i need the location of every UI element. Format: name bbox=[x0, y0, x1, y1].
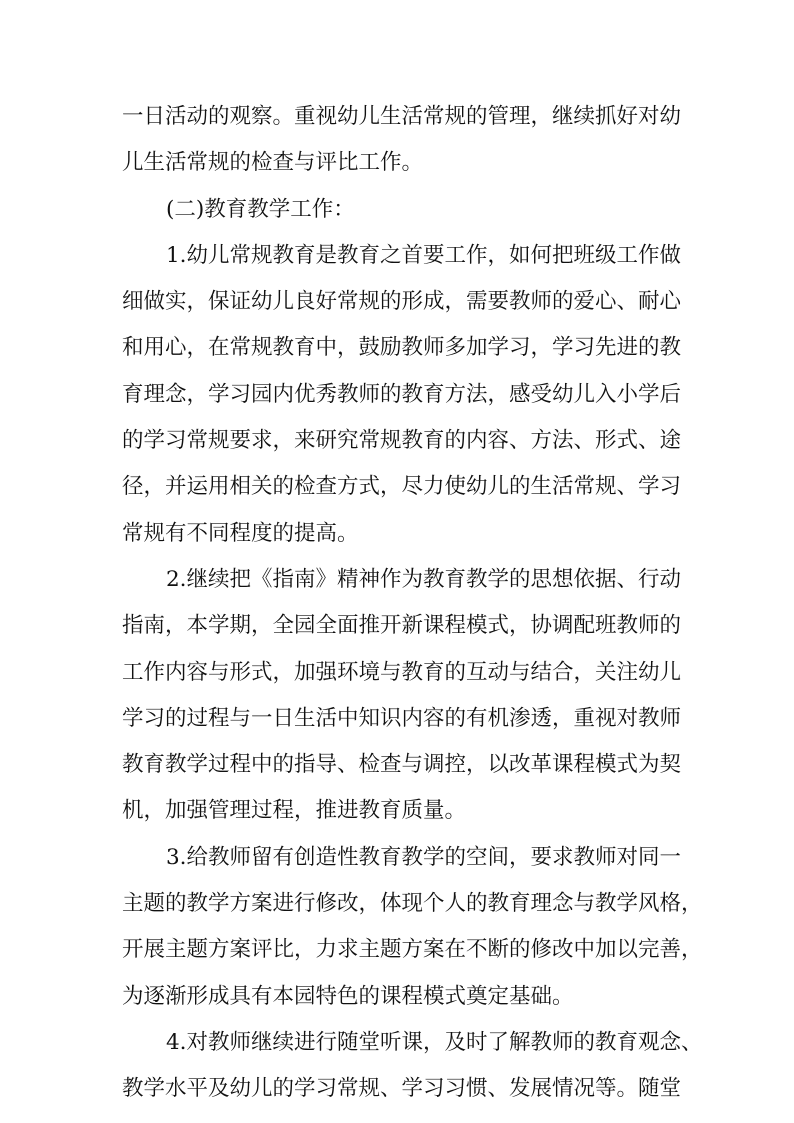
text-line: 指南，本学期，全园全面推开新课程模式，协调配班教师的 bbox=[122, 613, 682, 639]
text-line: 工作内容与形式，加强环境与教育的互动与结合，关注幼儿 bbox=[122, 659, 682, 685]
text-line: 3.给教师留有创造性教育教学的空间，要求教师对同一 bbox=[166, 844, 682, 870]
text-line: 径，并运用相关的检查方式，尽力使幼儿的生活常规、学习 bbox=[122, 474, 682, 500]
text-line: 和用心，在常规教育中，鼓励教师多加学习，学习先进的教 bbox=[122, 335, 682, 361]
text-line: 一日活动的观察。重视幼儿生活常规的管理，继续抓好对幼 bbox=[122, 104, 682, 129]
text-line: 育理念，学习园内优秀教师的教育方法，感受幼儿入小学后 bbox=[122, 381, 682, 407]
text-line: 教学水平及幼儿的学习常规、学习习惯、发展情况等。随堂 bbox=[122, 1076, 682, 1102]
text-line: 2.继续把《指南》精神作为教育教学的思想依据、行动 bbox=[166, 566, 682, 592]
text-line: 的学习常规要求，来研究常规教育的内容、方法、形式、途 bbox=[122, 428, 682, 454]
text-line: 4.对教师继续进行随堂听课，及时了解教师的教育观念、 bbox=[166, 1029, 703, 1055]
text-line: 机，加强管理过程，推进教育质量。 bbox=[122, 798, 467, 824]
document-body bbox=[122, 94, 703, 1113]
text-line: 1.幼儿常规教育是教育之首要工作，如何把班级工作做 bbox=[166, 242, 682, 268]
section-heading: (二)教育教学工作： bbox=[166, 196, 355, 222]
text-line: 开展主题方案评比，力求主题方案在不断的修改中加以完善， bbox=[122, 937, 703, 963]
text-line: 儿生活常规的检查与评比工作。 bbox=[122, 150, 424, 176]
text-line: 主题的教学方案进行修改，体现个人的教育理念与教学风格， bbox=[122, 891, 703, 917]
text-line: 细做实，保证幼儿良好常规的形成，需要教师的爱心、耐心 bbox=[122, 289, 682, 315]
text-line: 为逐渐形成具有本园特色的课程模式奠定基础。 bbox=[122, 983, 574, 1009]
text-line: 教育教学过程中的指导、检查与调控，以改革课程模式为契 bbox=[122, 752, 682, 778]
text-line: 学习的过程与一日生活中知识内容的有机渗透，重视对教师 bbox=[122, 705, 682, 731]
text-line: 常规有不同程度的提高。 bbox=[122, 520, 359, 546]
